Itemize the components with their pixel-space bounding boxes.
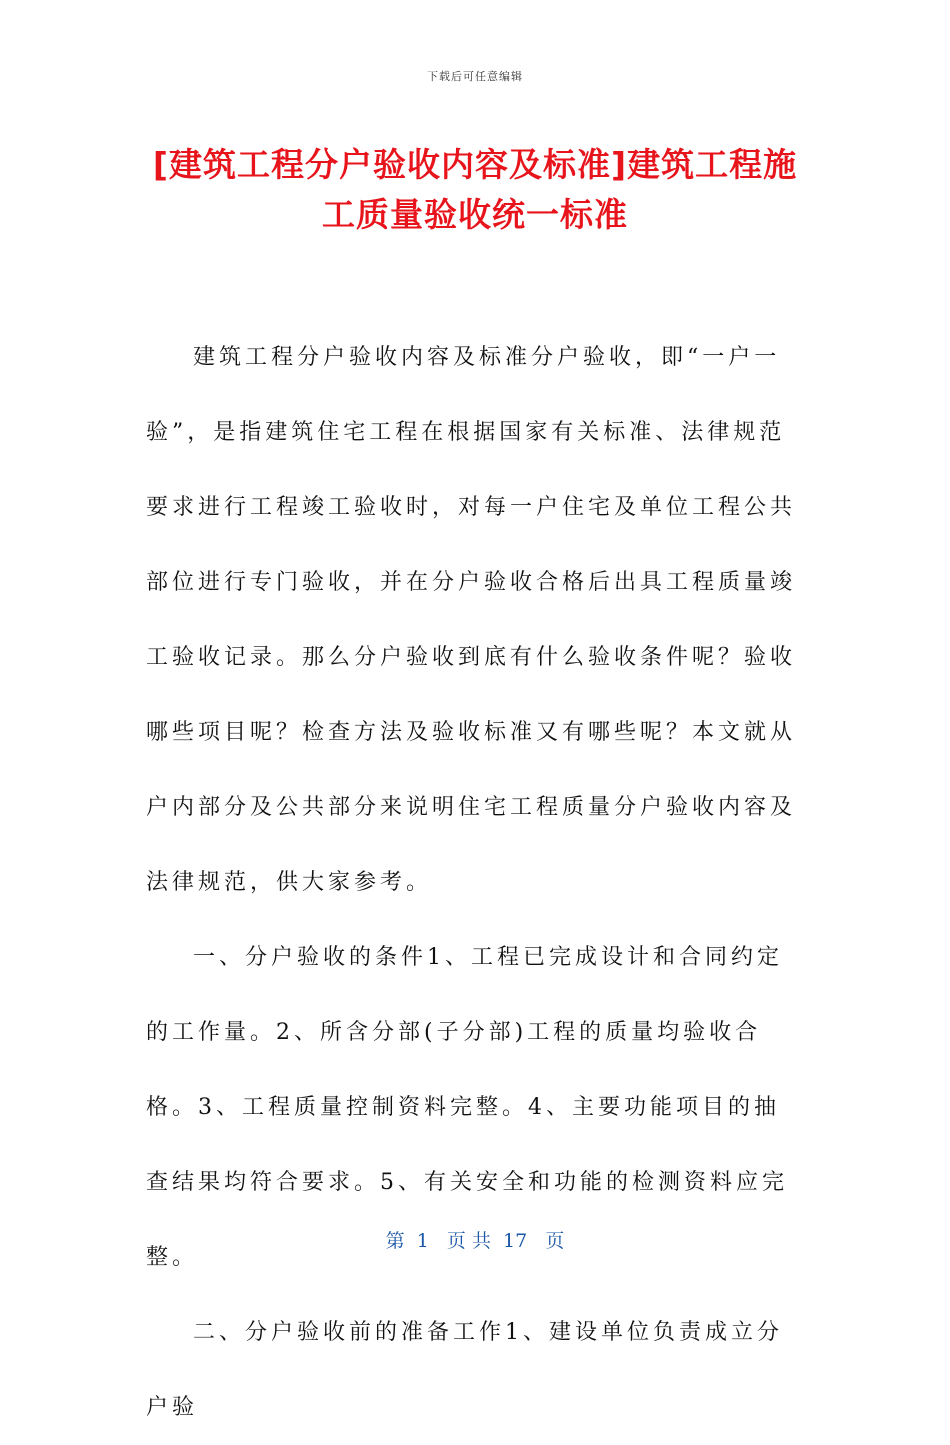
document-title-line-2: 工质量验收统一标准 bbox=[322, 195, 628, 234]
paragraph-intro: 建筑工程分户验收内容及标准分户验收，即“一户一验”，是指建筑住宅工程在根据国家有关标准、法律规范要求进行工程竣工验收时，对每一户住宅及单位工程公共部位进行专门验收，并在分户验收合格后出具工程质量竣工验收记录。那么分户验收到底有什么验收条件呢？验收哪些项目呢？检查方法及验收标准又有哪些呢？本文就从户内部分及公共部分来说明住宅工程质量分户验收内容及法律规范，供大家参考。 bbox=[146, 345, 797, 895]
page-footer: 第 1 页 共 17 页 bbox=[385, 1230, 565, 1252]
header-note: 下载后可任意编辑 bbox=[427, 70, 523, 83]
paragraph-conditions: 一、分户验收的条件1、工程已完成设计和合同约定的工作量。2、所含分部(子分部)工程的质量均验收合格。3、工程质量控制资料完整。4、主要功能项目的抽查结果均符合要求。5、有关安全和功能的检测资料应完整。 bbox=[146, 945, 788, 1270]
document-body bbox=[146, 320, 796, 1445]
paragraph-preparation: 二、分户验收前的准备工作1、建设单位负责成立分户验 bbox=[146, 1320, 783, 1420]
document-title bbox=[120, 140, 830, 240]
document-title-line-1: [建筑工程分户验收内容及标准]建筑工程施 bbox=[152, 145, 798, 184]
